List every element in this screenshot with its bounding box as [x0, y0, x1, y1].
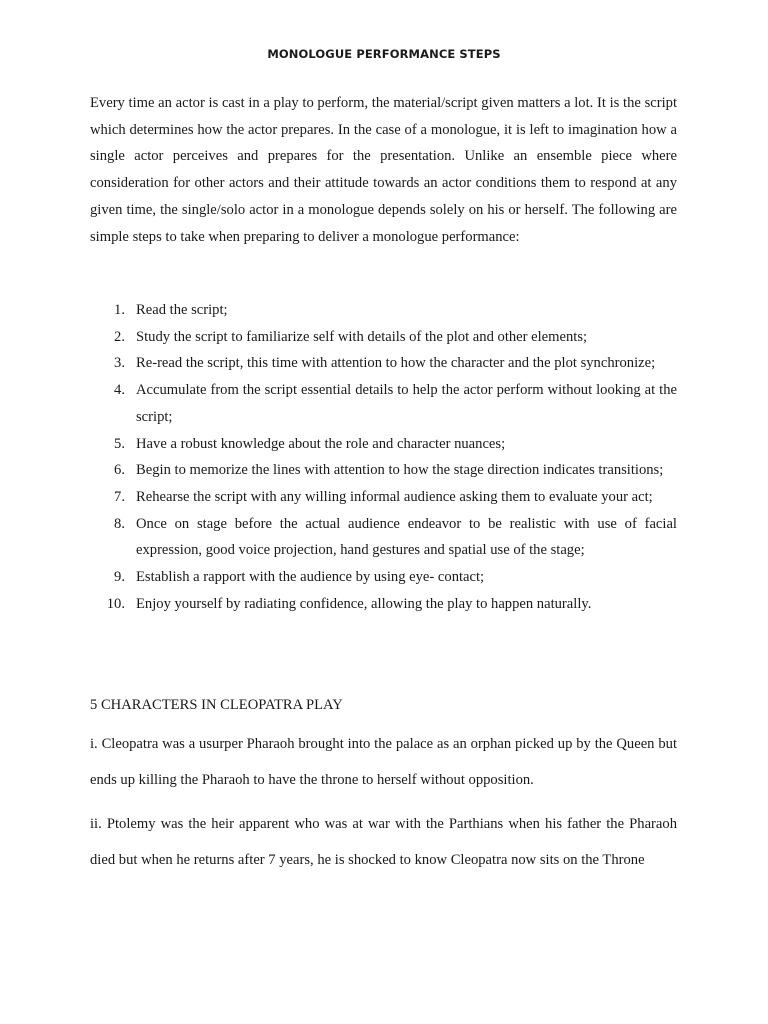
list-item-number: 1. — [114, 302, 125, 318]
list-item — [90, 511, 677, 564]
steps-list — [90, 297, 677, 617]
list-item-number: 5. — [114, 435, 125, 452]
section-heading: 5 CHARACTERS IN CLEOPATRA PLAY — [90, 697, 343, 713]
list-item-text: Begin to memorize the lines with attention to how the stage direction indicates transitions; — [136, 462, 664, 479]
list-item-text: Have a robust knowledge about the role and character nuances; — [136, 435, 506, 452]
list-item-number: 3. — [114, 355, 125, 372]
list-item-number: 9. — [114, 569, 125, 586]
list-item-text: Enjoy yourself by radiating confidence, allowing the play to happen naturally. — [136, 595, 592, 612]
list-item-text: Accumulate from the script essential details to help the actor perform without looking at the script; — [136, 382, 677, 425]
list-item — [90, 484, 677, 511]
list-item-number: 2. — [114, 328, 125, 345]
list-item — [90, 457, 677, 484]
list-item — [90, 591, 677, 618]
list-item-text: Once on stage before the actual audience endeavor to be realistic with use of facial expression, good voice projection, hand gestures and spatial use of the stage; — [136, 515, 677, 559]
list-item — [90, 377, 677, 430]
list-item — [90, 431, 677, 458]
list-item — [90, 564, 677, 591]
list-item — [90, 350, 677, 377]
list-item-text: Study the script to familiarize self with details of the plot and other elements; — [136, 328, 588, 345]
list-item-text: Read the script; — [136, 302, 228, 318]
document-title: MONOLOGUE PERFORMANCE STEPS — [267, 47, 501, 61]
list-item-text: Rehearse the script with any willing informal audience asking them to evaluate your act; — [136, 488, 653, 505]
list-item — [90, 297, 677, 324]
list-item-number: 4. — [114, 382, 125, 399]
list-item-text: Re-read the script, this time with attention to how the character and the plot synchronize; — [136, 355, 656, 372]
intro-paragraph: Every time an actor is cast in a play to perform, the material/script given matters a lot. It is the script which determines how the actor prepares. In the case of a monologue, it is left to imagination how a single actor perceives and prepares for the presentation. Unlike an ensemble piece where consideration for other actors and their attitude towards an actor conditions them to respond at any given time, the single/solo actor in a monologue depends solely on his or herself. The following are simple steps to take when preparing to deliver a monologue performance: — [90, 95, 677, 245]
list-item-number: 7. — [114, 488, 125, 505]
list-item — [90, 324, 677, 351]
character-paragraph: ii. Ptolemy was the heir apparent who was at war with the Parthians when his father the Pharaoh died but when he returns after 7 years, he is shocked to know Cleopatra now sits on the Throne — [90, 816, 677, 868]
character-paragraph: i. Cleopatra was a usurper Pharaoh brought into the palace as an orphan picked up by the Queen but ends up killing the Pharaoh to have the throne to herself without opposition. — [90, 736, 677, 788]
list-item-text: Establish a rapport with the audience by using eye- contact; — [136, 569, 485, 586]
list-item-number: 8. — [114, 515, 125, 532]
list-item-number: 6. — [114, 462, 125, 479]
list-item-number: 10. — [106, 595, 125, 612]
